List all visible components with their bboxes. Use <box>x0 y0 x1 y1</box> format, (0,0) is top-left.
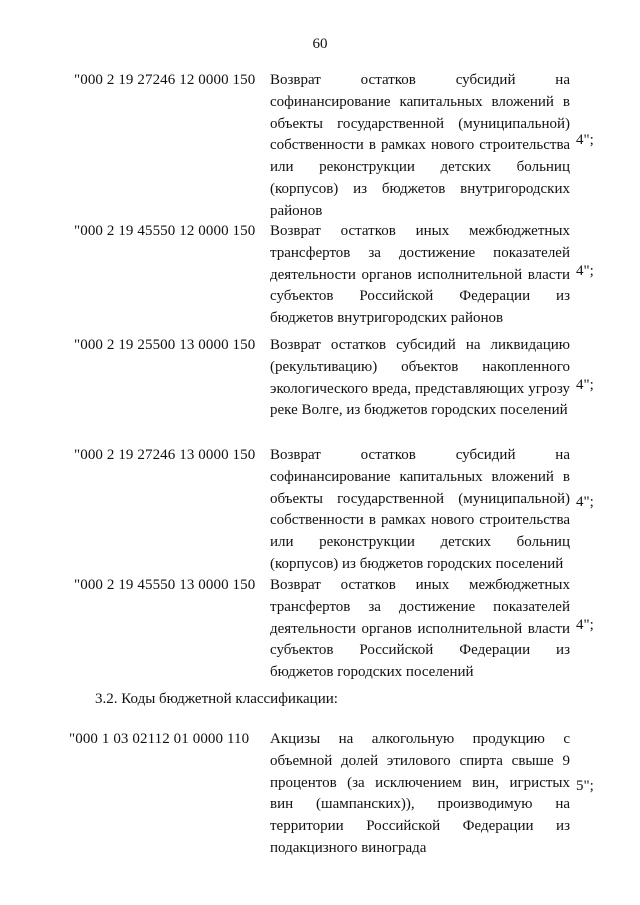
page-number: 60 <box>312 36 328 52</box>
budget-code: "000 1 03 02112 01 0000 110 <box>69 731 250 747</box>
budget-code-description: Акцизы на алкогольную продукцию с объемной долей этилового спирта свыше 9 процентов (за исключением вин, игристых вин (шампанских)), производимую на территории Российской Федерации из подакцизного винограда <box>270 731 570 856</box>
budget-code: "000 2 19 27246 13 0000 150 <box>74 447 256 463</box>
budget-code: "000 2 19 45550 12 0000 150 <box>74 223 256 239</box>
entry-suffix: 4"; <box>576 494 594 510</box>
entry-suffix: 4"; <box>576 132 594 148</box>
entry-suffix: 4"; <box>576 617 594 633</box>
entry-suffix: 4"; <box>576 377 594 393</box>
budget-code-description: Возврат остатков субсидий на софинансирование капитальных вложений в объекты государственной (муниципальной) собственности в рамках нового строительства или реконструкции детских больниц (корпусов) из бюджетов внутригородских районов <box>270 72 570 219</box>
budget-code-description: Возврат остатков иных межбюджетных трансфертов за достижение показателей деятельности органов исполнительной власти субъектов Российской Федерации из бюджетов внутригородских районов <box>270 223 570 327</box>
budget-code: "000 2 19 25500 13 0000 150 <box>74 337 256 353</box>
section-heading: 3.2. Коды бюджетной классификации: <box>95 691 338 707</box>
budget-code: "000 2 19 45550 13 0000 150 <box>74 577 256 593</box>
entry-suffix: 5"; <box>576 778 594 794</box>
budget-code: "000 2 19 27246 12 0000 150 <box>74 72 256 88</box>
entry-suffix: 4"; <box>576 263 594 279</box>
budget-code-description: Возврат остатков субсидий на софинансирование капитальных вложений в объекты государственной (муниципальной) собственности в рамках нового строительства или реконструкции детских больниц (корпусов) из бюджетов городских поселений <box>270 447 570 572</box>
budget-code-description: Возврат остатков субсидий на ликвидацию (рекультивацию) объектов накопленного экологического вреда, представляющих угрозу реке Волге, из бюджетов городских поселений <box>270 337 570 419</box>
budget-code-description: Возврат остатков иных межбюджетных трансфертов за достижение показателей деятельности органов исполнительной власти субъектов Российской Федерации из бюджетов городских поселений <box>270 577 570 681</box>
